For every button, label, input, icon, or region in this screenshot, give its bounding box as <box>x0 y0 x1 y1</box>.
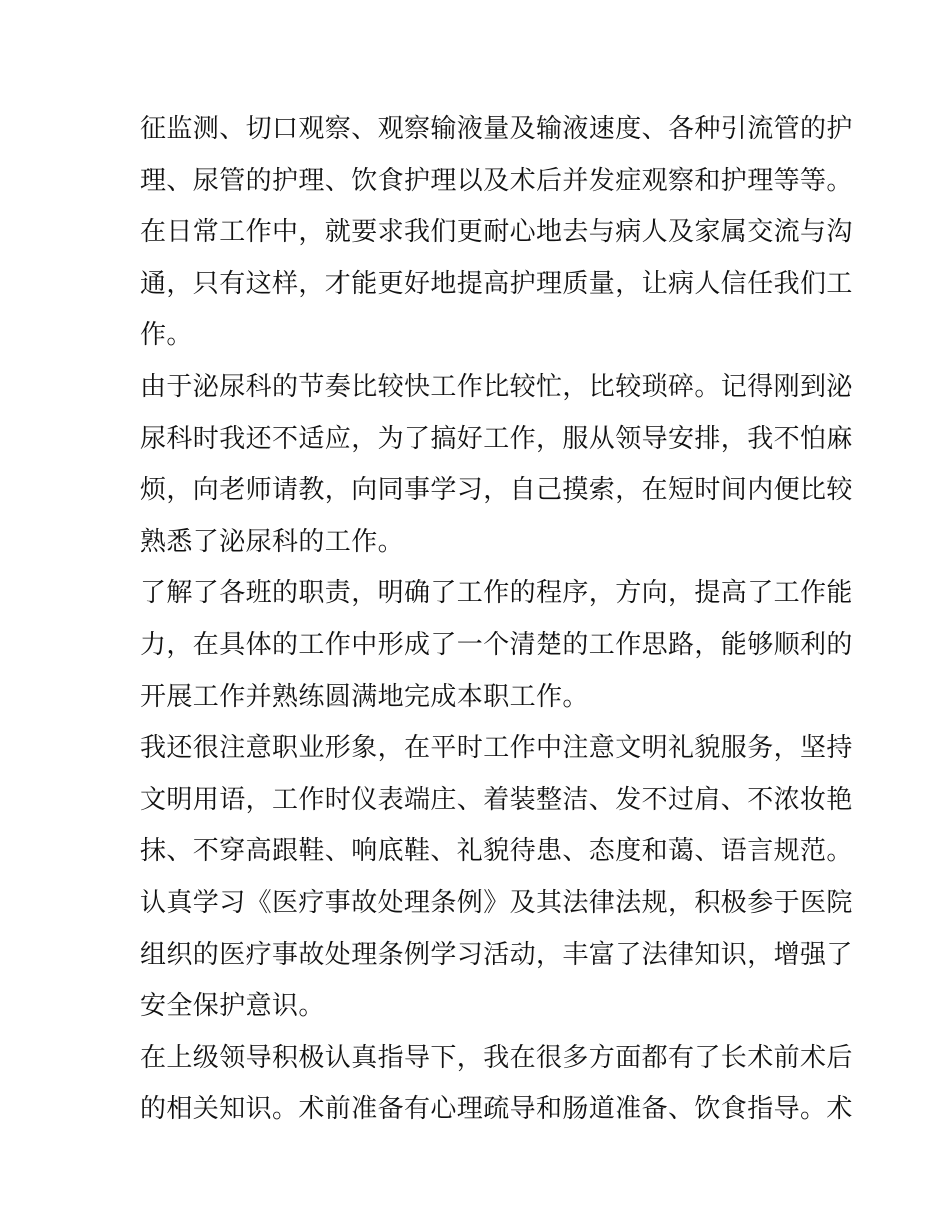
text-line: 认真学习《医疗事故处理条例》及其法律法规，积极参于医院 <box>140 887 853 918</box>
text-line: 作。 <box>140 320 193 351</box>
text-line: 尿科时我还不适应，为了搞好工作，服从领导安排，我不怕麻 <box>140 423 853 454</box>
document-body <box>140 104 853 1136</box>
text-line: 文明用语，工作时仪表端庄、着装整洁、发不过肩、不浓妆艳 <box>140 784 853 815</box>
text-line: 组织的医疗事故处理条例学习活动，丰富了法律知识，增强了 <box>140 939 853 970</box>
text-line: 了解了各班的职责，明确了工作的程序，方向，提高了工作能 <box>140 578 853 609</box>
text-line: 抹、不穿高跟鞋、响底鞋、礼貌待患、态度和蔼、语言规范。 <box>140 836 853 867</box>
text-line: 安全保护意识。 <box>140 991 325 1022</box>
text-line: 开展工作并熟练圆满地完成本职工作。 <box>140 681 589 712</box>
text-line: 理、尿管的护理、饮食护理以及术后并发症观察和护理等等。 <box>140 165 853 196</box>
text-line: 由于泌尿科的节奏比较快工作比较忙，比较琐碎。记得刚到泌 <box>140 371 853 402</box>
text-line: 熟悉了泌尿科的工作。 <box>140 526 405 557</box>
text-line: 在日常工作中，就要求我们更耐心地去与病人及家属交流与沟 <box>140 217 853 248</box>
text-line: 的相关知识。术前准备有心理疏导和肠道准备、饮食指导。术 <box>140 1094 853 1125</box>
text-line: 通，只有这样，才能更好地提高护理质量，让病人信任我们工 <box>140 268 853 299</box>
text-line: 力，在具体的工作中形成了一个清楚的工作思路，能够顺利的 <box>140 629 853 660</box>
text-line: 在上级领导积极认真指导下，我在很多方面都有了长术前术后 <box>140 1042 853 1073</box>
text-line: 我还很注意职业形象，在平时工作中注意文明礼貌服务，坚持 <box>140 733 853 764</box>
text-line: 烦，向老师请教，向同事学习，自己摸索，在短时间内便比较 <box>140 475 853 506</box>
text-line: 征监测、切口观察、观察输液量及输液速度、各种引流管的护 <box>140 114 853 144</box>
